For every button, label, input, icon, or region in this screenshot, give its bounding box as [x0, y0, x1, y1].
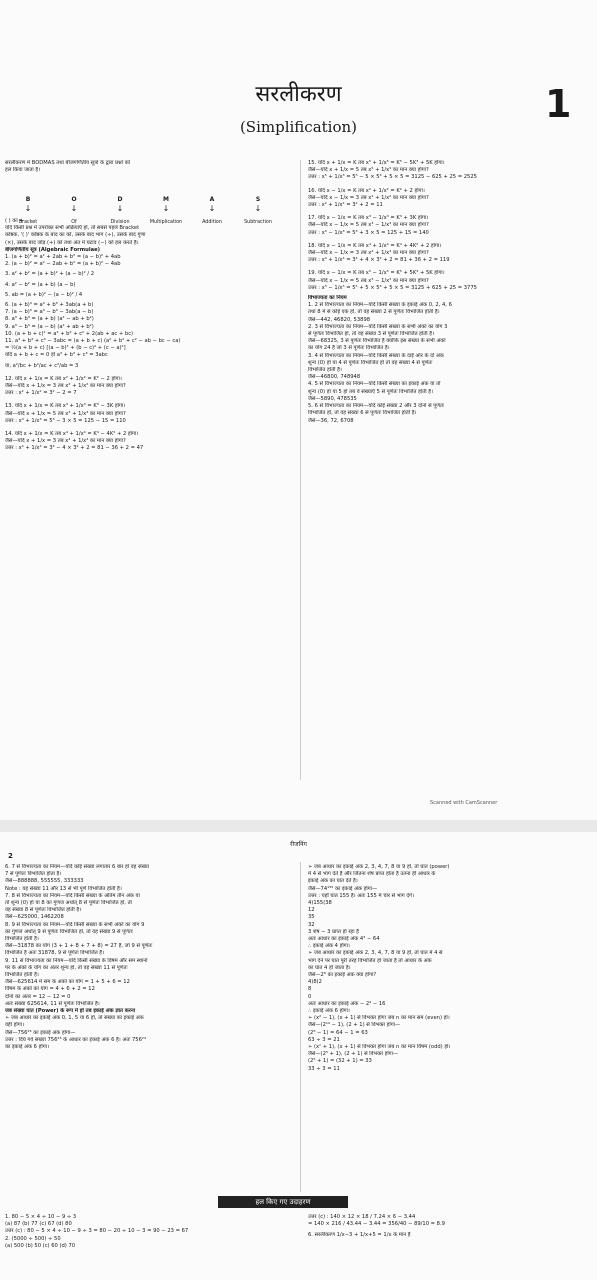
text-line: जैसे—(2⁵ + 1), (2 + 1) से विभक्त होगा— — [308, 1051, 399, 1058]
text-line: 1. 2 से विभाज्यता का नियम—यदि किसी संख्या के इकाई अंक 0, 2, 4, 6 — [308, 302, 452, 309]
text-line: अतः आधार का इकाई अंक 4³ − 64 — [308, 936, 380, 943]
column-divider — [300, 862, 301, 1192]
division-line: 35 — [308, 914, 315, 921]
text-line: ( ) का + — [5, 218, 24, 224]
text-line: उत्तर : x² + 1/x² = 3² + 2 = 11 — [308, 202, 383, 209]
bodmas-word: Multiplication — [149, 220, 183, 225]
text-line: विभाजित होती है। — [308, 367, 342, 374]
text-line: जैसे—46800, 748948 — [308, 374, 361, 381]
text-line: हल किया जाता है। — [5, 167, 41, 174]
text-line: (×), उसके बाद जोड़ (+) को तथा अंत में घटाव (−) को हल करते हैं। — [5, 239, 139, 246]
intro-text — [5, 160, 295, 185]
text-line: शून्य (0) हो या 4 से पूर्णतः विभाजित हो तो वह संख्या 4 से पूर्णतः — [308, 359, 433, 366]
question-line: 1. 80 − 5 × 4 ÷ 10 − 9 ÷ 3 — [5, 1214, 77, 1220]
text-line: का इकाई अंक 6 होगा। — [5, 1044, 49, 1051]
answer-line: उत्तर (c) : 80 − 5 × 4 ÷ 10 − 9 ÷ 3 = 80 − 20 ÷ 10 − 3 = 90 − 23 = 67 — [5, 1228, 189, 1235]
text-line: 8. 9 से विभाज्यता का नियम—यदि किसी संख्या के सभी अंकों का योग 9 — [5, 921, 145, 928]
text-line: ➢ जब आधार का इकाई अंक 2, 3, 4, 7, 8 या 9 हो, तो घात में 4 से — [308, 950, 443, 957]
formula-line: 6. (a + b)³ = a³ + b³ + 3ab(a + b) — [5, 302, 94, 309]
text-line: जैसे—442, 46820, 53898 — [308, 316, 371, 323]
division-line: 8 — [308, 986, 312, 993]
text-line: अतः संख्या 625614, 11 से पूर्णतः विभाजित है। — [5, 1000, 100, 1007]
text-line: उत्तर : x² + 1/x² = 3² − 2 = 7 — [5, 390, 77, 397]
bodmas-letter: D — [117, 196, 123, 203]
formula-line: 12. यदि x + 1/x = K तब x² + 1/x² = K² − 2 होगा। — [5, 375, 122, 382]
formula-line: 3. a² + b² = (a + b)² + (a − b)² / 2 — [5, 271, 94, 278]
text-line: (2⁵ + 1) = (32 + 1) = 33 — [308, 1058, 372, 1065]
text-line: विभाजित होती है। — [5, 972, 39, 979]
text-line: उत्तर : x³ − 1/x³ = 5³ + 3 × 5 = 125 + 15 = 140 — [308, 229, 429, 236]
text-line: 6. 7 से विभाज्यता का नियम—यदि कोई संख्या लगातार 6 बार हो वह संख्या — [5, 864, 149, 870]
text-line: जैसे—यदि x − 1/x = 5 तब x⁵ − 1/x⁵ का मान क्या होगा? — [308, 277, 429, 284]
options-line: (a) 87 (b) 77 (c) 67 (d) 80 — [5, 1221, 72, 1228]
text-line: जैसे—यदि x − 1/x = 3 तब x² + 1/x² का मान क्या होगा? — [308, 194, 429, 201]
text-line: जैसे—756²³ का इकाई अंक होगा— — [5, 1029, 76, 1036]
bodmas-letter: A — [209, 196, 215, 203]
mcq-left — [5, 1214, 295, 1278]
text-line: का गुणज अर्थात् 9 से पूर्णतः विभाजित हो, तो वह संख्या 9 से पूर्णतः — [5, 928, 133, 935]
text-line: विषम के अंकों का योग = 4 + 6 + 2 = 12 — [5, 986, 95, 993]
text-line: से पूर्णतः विभाजित हो, तो वह संख्या 3 से पूर्णतः विभाजित होती है। — [308, 331, 434, 338]
arrow-down-icon: ↓ — [254, 204, 262, 213]
division-line: 32 — [308, 921, 315, 928]
text-line: 7 से पूर्णतः विभाजित होता है। — [5, 871, 62, 878]
text-line: ➢ (xⁿ + 1), (x + 1) से विभक्त होगा जब n का मान विषम (odd) हो। — [308, 1044, 451, 1051]
formula-line: 2. (a − b)² = a² − 2ab + b² = (a + b)² − 4ab — [5, 261, 121, 268]
chapter-number: 1 — [545, 82, 572, 126]
text-line: उत्तर : x³ + 1/x³ = 5³ − 3 × 5 = 125 − 15 = 110 — [5, 417, 126, 424]
text-line: तथा 8 में से कोई एक हो, तो वह संख्या 2 से पूर्णतः विभाजित होती है। — [308, 309, 440, 316]
text-line: (2⁶ − 1) = 64 − 1 = 63 — [308, 1029, 368, 1036]
text-line: तो शून्य (0) हो या 8 का गुणज अर्थात् 8 से पूर्णतः विभाजित हों, तो — [5, 900, 132, 907]
bodmas-word: Subtraction — [244, 220, 272, 225]
text-line: सरलीकरण में BODMAS तथा बीजगणितीय सूत्रों के द्वारा प्रश्नों को — [5, 160, 131, 166]
division-line: 4)155(38 — [308, 900, 332, 907]
arrow-down-icon: ↓ — [116, 204, 124, 213]
page-two — [0, 832, 597, 1280]
text-line: उत्तर : x⁴ + 1/x⁴ = 3⁴ + 4 × 3² + 2 = 81 + 36 + 2 = 119 — [308, 257, 450, 264]
right-column-page2 — [308, 864, 592, 1194]
page-number: 2 — [8, 852, 13, 860]
section-heading: विभाज्यता का नियम — [308, 295, 347, 302]
bodmas-word: Addition — [202, 220, 222, 225]
right-column-page1 — [308, 160, 592, 780]
bodmas-word: Division — [110, 220, 130, 225]
division-line: 0 — [308, 993, 312, 1000]
text-line: यदि किसी प्रश्न में उपरोक्त सभी अक्रियाएँ हों, तो सबसे पहले Bracket — [5, 225, 140, 232]
text-line: ➢ (x² − 1), (x + 1) से विभक्त होगा जब n का मान सम (even) हो। — [308, 1015, 450, 1022]
text-line: 5. 6 से विभाज्यता का नियम—यदि कोई संख्या 2 और 3 दोनों से पूर्णतः — [308, 403, 444, 410]
mcq-right — [308, 1214, 592, 1278]
text-line: जैसे—यदि x − 1/x = 3 तब x⁴ + 1/x⁴ का मान क्या होगा? — [308, 250, 429, 257]
text-line: जैसे—यदि x + 1/x = 3 तब x² + 1/x² का मान क्या होगा? — [5, 383, 126, 390]
formula-line: 7. (a − b)³ = a³ − b³ − 3ab(a − b) — [5, 309, 94, 316]
formula-line: 10. (a + b + c)² = a² + b² + c² + 2(ab + ac + bc) — [5, 330, 134, 337]
question-line: 2. (5000 ÷ 500) ÷ 50 — [5, 1235, 61, 1242]
formula-line: 17. यदि x − 1/x = K तब x³ − 1/x³ = K³ + 3K होगा। — [308, 215, 429, 222]
text-line: जैसे—68325, 3 से पूर्णतः विभाजित है क्योंकि इस संख्या के सभी अंकों — [308, 338, 446, 345]
text-line: ∴ इकाई अंक 4 होगा। — [308, 943, 350, 950]
text-line: उत्तर : दिये गये संख्या 756²³ के आधार का इकाई अंक 6 है। अतः 756²³ — [5, 1036, 147, 1043]
text-line: जैसे—625000, 1462208 — [5, 914, 64, 921]
text-line: जैसे—यदि x − 1/x = 5 तब x³ − 1/x³ का मान क्या होगा? — [308, 222, 429, 229]
text-line: ➢ जब आधार का इकाई अंक 2, 3, 4, 7, 8 या 9 हो, तो घात (power) — [308, 864, 450, 870]
text-line: जैसे—(2¹⁰ − 1), (2 + 1) से विभक्त होगा— — [308, 1022, 401, 1029]
formula-line: 8. a³ + b³ = (a + b) (a² − ab + b²) — [5, 316, 94, 323]
text-line: Note : यह संख्या 11 और 13 से भी पूर्ण विभाजित होती है। — [5, 885, 122, 892]
text-line: उत्तर : x⁵ + 1/x⁵ = 5⁵ − 5 × 5³ + 5 × 5 = 3125 − 625 + 25 = 2525 — [308, 174, 477, 181]
section-heading: बीजगणितीय सूत्र (Algebraic Formulae) — [5, 246, 101, 253]
bodmas-letter: S — [255, 196, 261, 203]
formula-line: 19. यदि x − 1/x = K तब x⁵ − 1/x⁵ = K⁵ + 5K³ + 5K होगा। — [308, 270, 445, 277]
text-line: जैसे—यदि x + 1/x = 3 तब x⁴ + 1/x⁴ का मान क्या होगा? — [5, 438, 126, 445]
text-line: ➢ जब आधार का इकाई अंक 0, 1, 5 या 6 हो, तो संख्या का इकाई अंक — [5, 1015, 144, 1022]
text-line: में 4 से भाग देते हैं और जितना शेष प्राप्त होता है उतना ही आधार के — [308, 871, 436, 878]
bodmas-letter: O — [71, 196, 77, 203]
question-line: 6. सरलीकरण 1/x−3 + 1/x+5 = 1/x के मान है — [308, 1232, 411, 1239]
text-line: कोष्ठक, '( )' कोष्ठक के बाद का को, उसके बाद भाग (÷), उसके बाद गुणा — [5, 232, 146, 239]
answer-line: = 140 × 216 / 43.44 − 3.44 = 356/40 − 89/10 = 8.9 — [308, 1221, 445, 1228]
text-line: उत्तर : x⁵ − 1/x⁵ = 5⁵ + 5 × 5³ + 5 × 5 = 3125 + 625 + 25 = 3775 — [308, 284, 477, 291]
text-line: जैसे—74¹⁵⁵ का इकाई अंक होगा— — [308, 885, 378, 892]
formula-line: 9. a³ − b³ = (a − b) (a² + ab + b²) — [5, 323, 94, 330]
text-line: जैसे—888888, 555555, 333333 — [5, 878, 84, 885]
text-line: विभाजित है अतः 31878, 9 से पूर्णतः विभाजित है। — [5, 950, 105, 957]
formula-line: = ½(a + b + c) [(a − b)² + (b − c)² + (c − a)²] — [5, 345, 126, 352]
text-line: 9. 11 से विभाज्यता का नियम—यदि किसी संख्या के विषम और सम स्थानों — [5, 957, 148, 964]
formula-line: 13. यदि x + 1/x = K तब x³ + 1/x³ = K³ − 3K होगा। — [5, 403, 126, 410]
text-line: का योग 24 है जो 3 से पूर्णतः विभाजित है। — [308, 345, 390, 352]
scanner-watermark: Scanned with CamScanner — [430, 800, 498, 806]
chapter-title-hindi: सरलीकरण — [255, 82, 342, 107]
text-line: पर के अंकों के योग का अंतर शून्य हो, तो वह संख्या 11 से पूर्णतः — [5, 964, 128, 971]
text-line: इकाई अंक का घात देते हैं। — [308, 878, 358, 885]
text-line: जैसे—2⁸ का इकाई अंक क्या होगा? — [308, 972, 377, 979]
text-line: उत्तर : यहाँ घात 155 है। अतः 155 में चार से भाग देंगे। — [308, 892, 414, 899]
division-line: 12 — [308, 907, 315, 914]
text-line: विभाजित हो, तो वह संख्या 6 से पूर्णतः विभाजित होती है। — [308, 410, 417, 417]
text-line: वह संख्या 8 से पूर्णतः विभाजित होती है। — [5, 907, 82, 914]
page-gap — [0, 820, 597, 832]
text-line: जैसे—5890, 478535 — [308, 395, 357, 402]
text-line: का घात 4 हो जाता है। — [308, 964, 351, 971]
section-heading: जब संख्या घात (Power) के रूप में हो तब इकाई अंक ज्ञात करना — [5, 1008, 136, 1015]
formula-line: 4. a² − b² = (a + b) (a − b) — [5, 281, 76, 288]
formula-line: 15. यदि x + 1/x = K तब x⁵ + 1/x⁵ = K⁵ − 5K³ + 5K होगा। — [308, 160, 445, 166]
arrow-down-icon: ↓ — [208, 204, 216, 213]
text-line: जैसे—31878 का योग (3 + 1 + 8 + 7 + 8) = 27 है, जो 9 से पूर्णतः — [5, 943, 153, 950]
solved-examples-banner: हल किए गए उदाहरण — [218, 1196, 348, 1208]
text-line: जैसे—यदि x + 1/x = 5 तब x⁵ + 1/x⁵ का मान क्या होगा? — [308, 167, 429, 174]
answer-line: उत्तर (c) : 140 × 12 × 18 / 7.24 × 6 − 3.44 — [308, 1214, 416, 1220]
text-line: उत्तर : x⁴ + 1/x⁴ = 3⁴ − 4 × 3² + 2 = 81 − 36 + 2 = 47 — [5, 445, 144, 452]
arrow-down-icon: ↓ — [70, 204, 78, 213]
page-header: रीजनिंग — [290, 841, 307, 848]
division-line: 3 शेष − 3 प्राप्त हो रहा है — [308, 928, 359, 935]
text-line: 7. 8 से विभाज्यता का नियम—यदि किसी संख्या के अंतिम तीन अंक या — [5, 892, 140, 899]
text-line: भाग देने पर घात पूरी तरह विभाजित हो जाता है तो आधार के अंक — [308, 957, 432, 964]
formula-line: या, a²/bc + b²/ac + c²/ab = 3 — [5, 362, 79, 369]
chapter-title-english: (Simplification) — [239, 118, 358, 136]
formula-line: 5. ab = (a + b)² − (a − b)² / 4 — [5, 291, 83, 298]
text-line: जैसे—36, 72, 6708 — [308, 417, 354, 424]
bodmas-letter: B — [25, 196, 31, 203]
formula-line: 16. यदि x − 1/x = K तब x² + 1/x² = K² + 2 होगा। — [308, 187, 425, 194]
text-line: 2. 3 से विभाज्यता का नियम—यदि किसी संख्या के सभी अंकों का योग 3 — [308, 323, 448, 330]
division-line: 4)8(2 — [308, 979, 322, 986]
bodmas-word: Of — [71, 220, 77, 225]
formula-line: 14. यदि x + 1/x = K तब x⁴ + 1/x⁴ = K⁴ − 4K² + 2 होगा। — [5, 431, 139, 438]
formula-line: यदि a + b + c = 0 हो a³ + b³ + c³ = 3abc — [5, 352, 108, 359]
text-line: ∴ इकाई अंक 6 होगा। — [308, 1008, 350, 1015]
bodmas-word: Bracket — [18, 220, 38, 225]
formula-line: 11. a³ + b³ + c³ − 3abc = (a + b + c) (a² + b² + c² − ab − bc − ca) — [5, 338, 181, 345]
text-line: अतः आधार का इकाई अंक − 2⁴ − 16 — [308, 1000, 386, 1007]
options-line: (a) 500 (b) 50 (c) 60 (d) 70 — [5, 1242, 76, 1249]
text-line: विभाजित होती है। — [5, 936, 39, 943]
formula-line: 1. (a + b)² = a² + 2ab + b² = (a − b)² + 4ab — [5, 254, 121, 261]
formula-line: 18. यदि x − 1/x = K तब x⁴ + 1/x⁴ = K⁴ + 4K² + 2 होगा। — [308, 242, 442, 249]
arrow-down-icon: ↓ — [24, 204, 32, 213]
left-column-page2 — [5, 864, 295, 1194]
arrow-down-icon: ↓ — [162, 204, 170, 213]
left-column-page1 — [5, 218, 295, 778]
text-line: जैसे—625614 में सम के अंकों का योग = 1 + 5 + 6 = 12 — [5, 979, 130, 986]
text-line: 63 ÷ 3 = 21 — [308, 1036, 340, 1043]
text-line: 33 ÷ 3 = 11 — [308, 1065, 340, 1072]
text-line: शून्य (0) हो या 5 हो तब वे संख्याएँ 5 से पूर्णतः विभाजित होती हैं। — [308, 388, 433, 395]
text-line: वही होगा। — [5, 1022, 24, 1029]
text-line: 3. 4 से विभाज्यता का नियम—यदि किसी संख्या के दाईं ओर के दो अंक — [308, 352, 444, 359]
text-line: जैसे—यदि x + 1/x = 5 तब x³ + 1/x³ का मान क्या होगा? — [5, 410, 126, 417]
column-divider — [300, 160, 301, 780]
bodmas-letter: M — [163, 196, 169, 203]
text-line: दोनों का अंतर = 12 − 12 = 0 — [5, 993, 71, 1000]
text-line: 4. 5 से विभाज्यता का नियम—यदि किसी संख्या का इकाई अंक या तो — [308, 381, 441, 388]
